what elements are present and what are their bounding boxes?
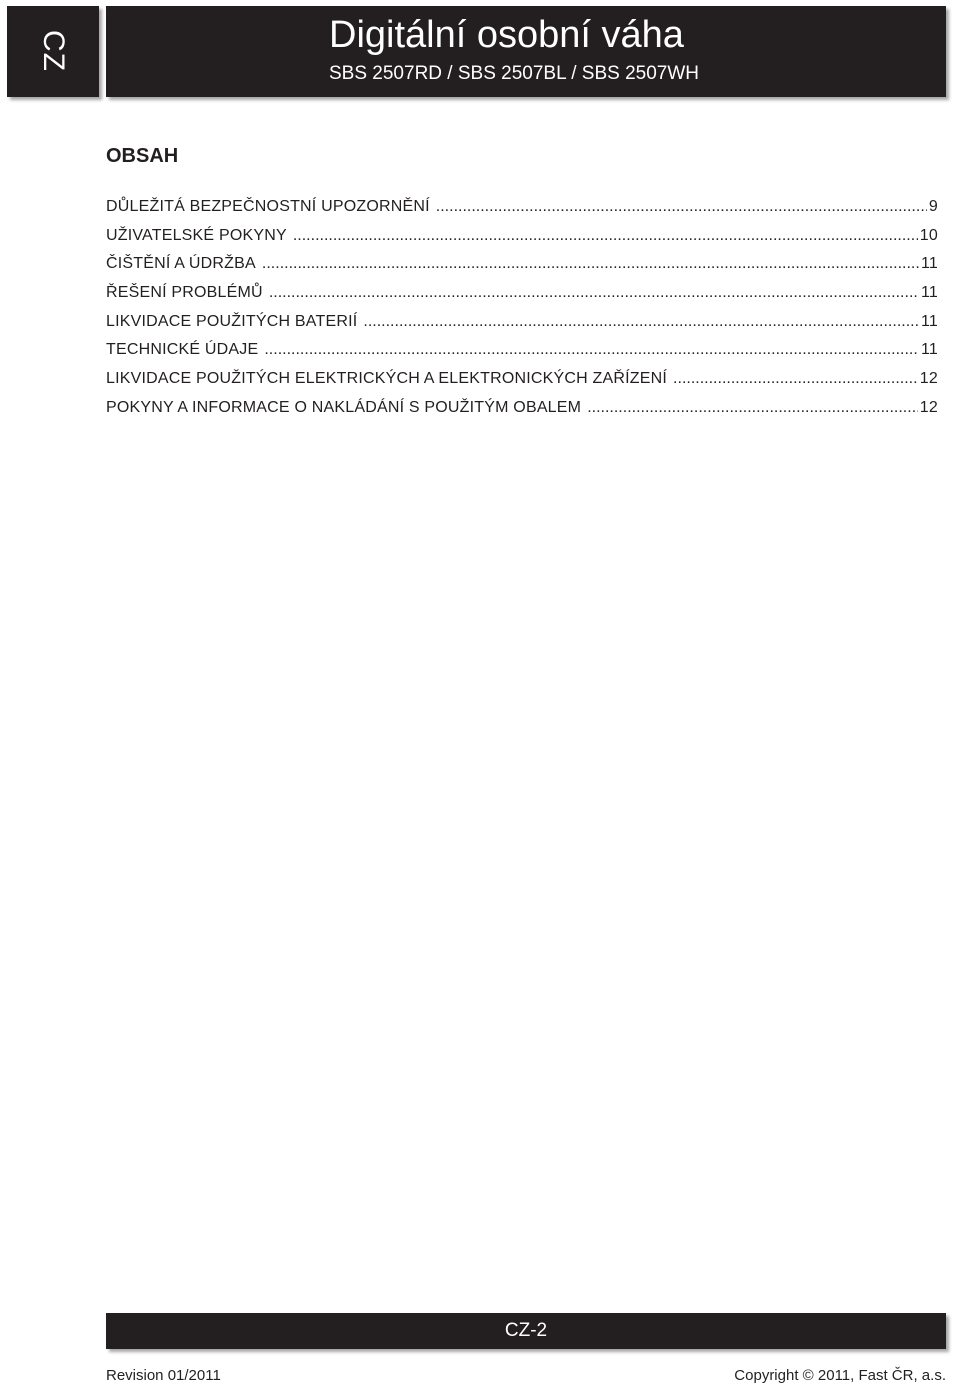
model-numbers: SBS 2507RD / SBS 2507BL / SBS 2507WH [329, 63, 699, 84]
revision-label: Revision 01/2011 [106, 1367, 221, 1384]
toc-entry-label: LIKVIDACE POUŽITÝCH ELEKTRICKÝCH A ELEKTRONICKÝCH ZAŘÍZENÍ [106, 370, 668, 388]
toc-leader-dots [262, 255, 919, 273]
toc-entry-page: 12 [919, 370, 938, 388]
toc-entry[interactable] [106, 341, 938, 370]
toc-entry-page: 11 [920, 312, 938, 330]
toc-entry-page: 11 [920, 341, 938, 359]
toc-entry[interactable] [106, 370, 938, 399]
toc-leader-dots [264, 341, 919, 359]
toc-leader-dots [436, 198, 927, 216]
footer-bar [106, 1313, 946, 1349]
language-code: CZ [37, 30, 70, 72]
toc-entry-label: DŮLEŽITÁ BEZPEČNOSTNÍ UPOZORNĚNÍ [106, 198, 430, 215]
toc-entry-label: POKYNY A INFORMACE O NAKLÁDÁNÍ S POUŽITÝM OBALEM [106, 398, 582, 416]
toc-entry-label: LIKVIDACE POUŽITÝCH BATERIÍ [106, 312, 358, 330]
toc-entry-page: 10 [919, 226, 938, 244]
toc-entry[interactable] [106, 313, 938, 342]
toc-leader-dots [673, 370, 918, 388]
toc-heading: OBSAH [106, 145, 179, 167]
table-of-contents [106, 198, 938, 428]
toc-leader-dots [269, 284, 919, 302]
toc-entry[interactable] [106, 255, 938, 284]
toc-leader-dots [363, 313, 919, 331]
toc-entry-page: 11 [920, 284, 938, 302]
toc-leader-dots [293, 227, 918, 245]
toc-entry-page: 9 [928, 198, 938, 215]
toc-entry-label: ČIŠTĚNÍ A ÚDRŽBA [106, 255, 256, 273]
toc-entry-label: UŽIVATELSKÉ POKYNY [106, 226, 287, 244]
toc-entry-label: TECHNICKÉ ÚDAJE [106, 341, 259, 359]
copyright-label: Copyright © 2011, Fast ČR, a.s. [734, 1367, 946, 1384]
toc-entry-label: ŘEŠENÍ PROBLÉMŮ [106, 284, 263, 302]
page-number: CZ-2 [504, 1320, 548, 1341]
toc-leader-dots [587, 399, 918, 417]
toc-entry[interactable] [106, 198, 938, 227]
toc-entry[interactable] [106, 284, 938, 313]
toc-entry-page: 12 [919, 398, 938, 416]
toc-entry-page: 11 [920, 255, 938, 273]
language-tab [7, 6, 99, 97]
toc-entry[interactable] [106, 399, 938, 428]
page-title: Digitální osobní váha [329, 14, 684, 56]
toc-entry[interactable] [106, 227, 938, 256]
